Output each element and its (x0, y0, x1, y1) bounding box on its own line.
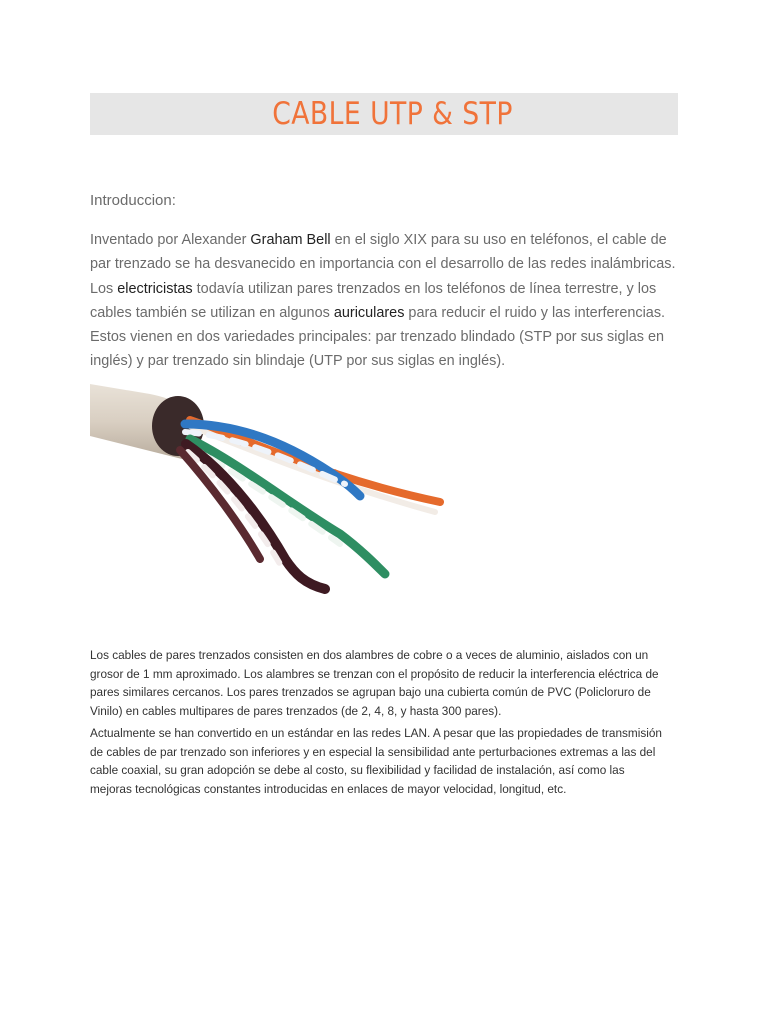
body-paragraph-2: Actualmente se han convertido en un estándar en las redes LAN. A pesar que las propiedades de transmisión de cables de par trenzado son inferiores y en especial la sensibilidad ante perturbaciones extremas a las del cable coaxial, su gran adopción se debe al costo, su flexibilidad y facilidad de instalación, así como las mejoras tecnológicas constantes introducidas en enlaces de mayor velocidad, longitud, etc. (90, 726, 662, 797)
intro-label: Introduccion: (90, 192, 176, 209)
intro-link[interactable]: Graham Bell (250, 231, 331, 248)
intro-text: para reducir el ruido y las interferencias. Estos vienen en dos variedades principales: par trenzado blindado (STP por sus siglas en inglés) y par trenzado sin blindaje (UTP por sus siglas en inglés). (90, 303, 666, 370)
intro-text: todavía utilizan pares trenzados en los teléfonos de línea terrestre, y los cables también se utilizan en algunos (90, 279, 657, 321)
intro-link[interactable]: auriculares (333, 303, 405, 321)
intro-text: Inventado por Alexander (90, 231, 251, 248)
intro-paragraph (90, 228, 680, 374)
body-paragraph-1: Los cables de pares trenzados consisten en dos alambres de cobre o a veces de aluminio, aislados con un grosor de 1 mm aproximado. Los alambres se trenzan con el propósito de reducir la interferencia eléctrica de pares similares cercanos. Los pares trenzados se agrupan bajo una cubierta común de PVC (Policloruro de Vinilo) en cables multipares de pares trenzados (de 2, 4, 8, y hasta 300 pares). (90, 648, 659, 719)
cable-photo (90, 384, 452, 600)
intro-link[interactable]: electricistas (117, 279, 193, 297)
intro-text: en el siglo XIX para su uso en teléfonos, el cable de par trenzado se ha desvanecido en importancia con el desarrollo de las redes inalámbricas. Los (90, 231, 676, 297)
title-banner (90, 93, 678, 135)
page-title: CABLE UTP & STP (272, 96, 513, 132)
